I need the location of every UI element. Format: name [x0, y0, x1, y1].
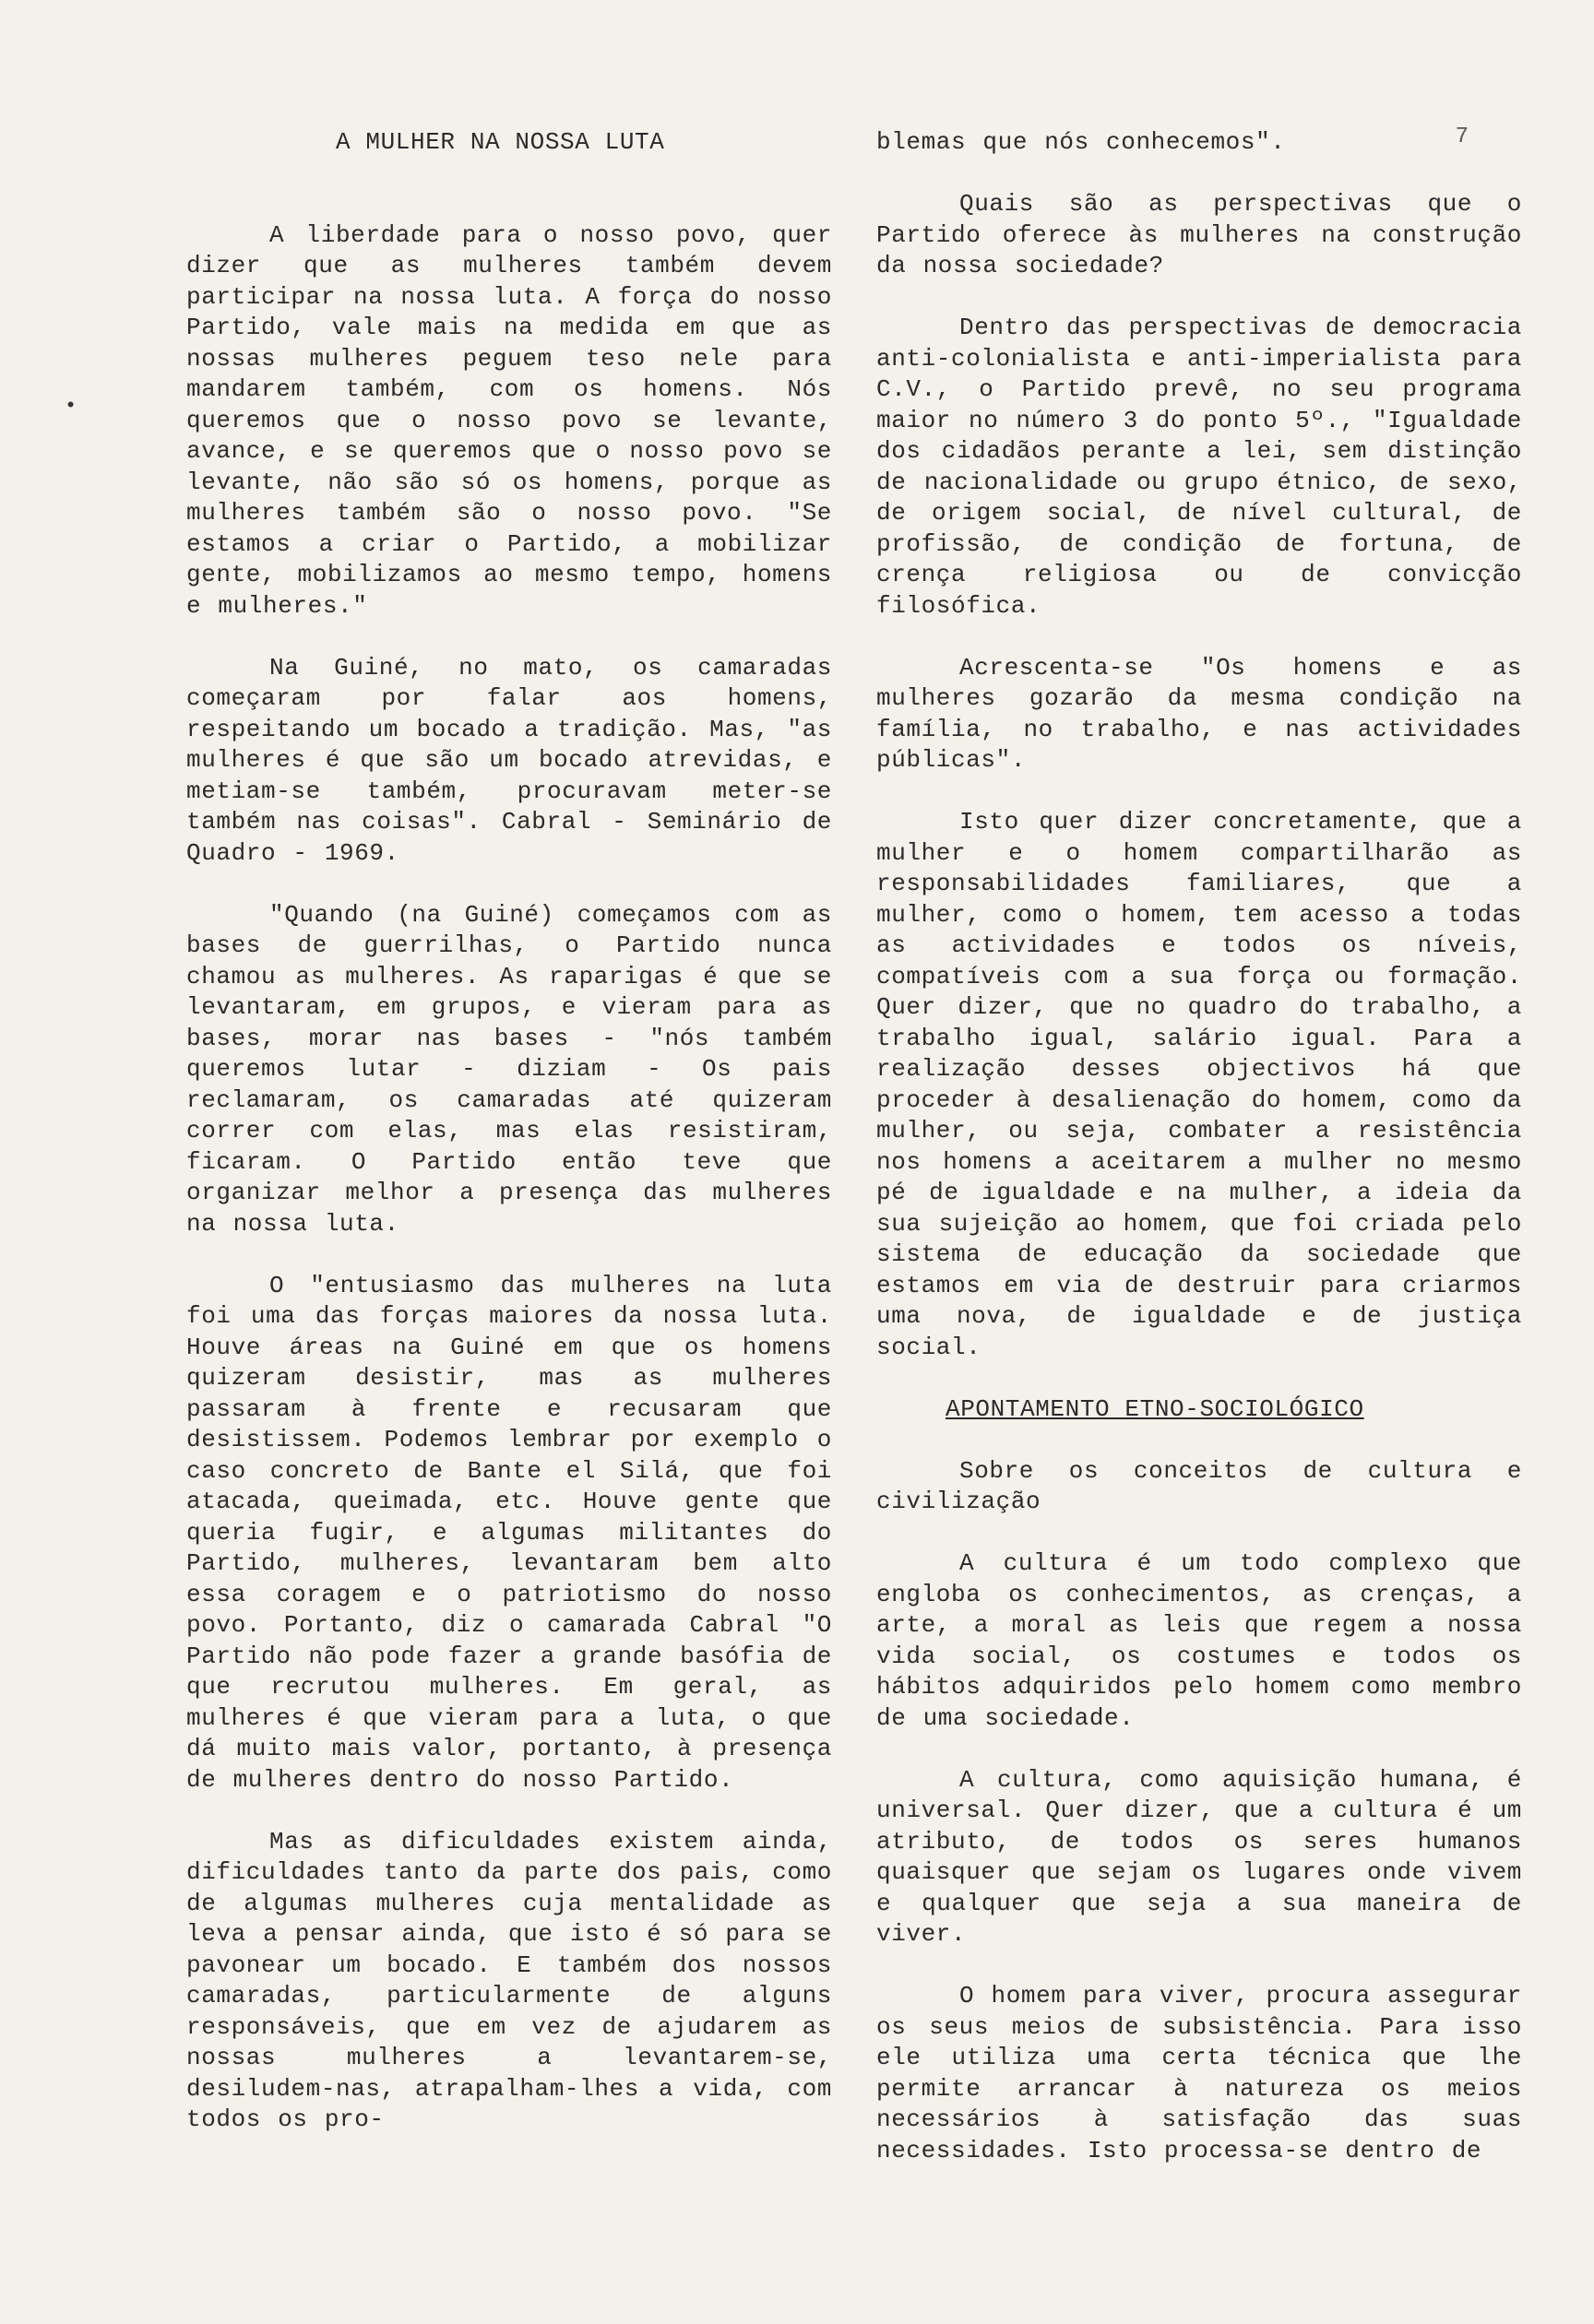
paragraph: Mas as dificuldades existem ainda, dificuldades tanto da parte dos pais, como de algumas mulheres cuja mentalidade as leva a pensar ainda, que isto é só para se pavonear um bocado. E também dos nossos camaradas, particularmente de alguns responsáveis, que em vez de ajudarem as nossas mulheres a levantarem-se, desiludem-nas, atrapalham-lhes a vida, com todos os pro-	[186, 1827, 850, 2133]
paragraph: Isto quer dizer concretamente, que a mulher e o homem compartilharão as responsabilidades familiares, que a mulher, como o homem, tem acesso a todas as actividades e todos os níveis, compatíveis com a sua força ou formação. Quer dizer, que no quadro do trabalho, a trabalho igual, salário igual. Para a realização desses objectivos há que proceder à desalienação do homem, como da mulher, ou seja, combater a resistência nos homens a aceitarem a mulher no mesmo pé de igualdade e na mulher, a ideia da sua sujeição ao homem, que foi criada pelo sistema de educação da sociedade que estamos em via de destruir para criarmos uma nova, de igualdade e de justiça social.	[876, 808, 1540, 1361]
paragraph: A liberdade para o nosso povo, quer dizer que as mulheres também devem participar na nossa luta. A força do nosso Partido, vale mais na medida em que as nossas mulheres peguem teso nele para mandarem também, com os homens. Nós queremos que o nosso povo se levante, avance, e se queremos que o nosso povo se levante, não são só os homens, porque as mulheres também são o nosso povo. "Se estamos a criar o Partido, a mobilizar gente, mobilizamos ao mesmo tempo, homens e mulheres."	[186, 220, 850, 620]
paragraph: Dentro das perspectivas de democracia anti-colonialista e anti-imperialista para C.V., o Partido prevê, no seu programa maior no número 3 do ponto 5º., "Igualdade dos cidadãos perante a lei, sem distinção de nacionalidade ou grupo étnico, de sexo, de origem social, de nível cultural, de profissão, de condição de fortuna, de crença religiosa ou de convicção filosófica.	[876, 314, 1540, 620]
paragraph: Acrescenta-se "Os homens e as mulheres gozarão da mesma condição na família, no trabalho, e nas actividades públicas".	[876, 653, 1540, 774]
paragraph: A cultura é um todo complexo que engloba os conhecimentos, as crenças, a arte, a moral as leis que regem a nossa vida social, os costumes e todos os hábitos adquiridos pelo homem como membro de uma sociedade.	[876, 1549, 1540, 1732]
page-number: 7	[1455, 125, 1469, 149]
paragraph: "Quando (na Guiné) começamos com as bases de guerrilhas, o Partido nunca chamou as mulheres. As raparigas é que se levantaram, em grupos, e vieram para as bases, morar nas bases - "nós também queremos lutar - diziam - Os pais reclamaram, os camaradas até quizeram correr com elas, mas elas resistiram, ficaram. O Partido então teve que organizar melhor a presença das mulheres na nossa luta.	[186, 900, 850, 1238]
paragraph: A cultura, como aquisição humana, é universal. Quer dizer, que a cultura é um atributo, de todos os seres humanos quaisquer que sejam os lugares onde vivem e qualquer que seja a sua maneira de viver.	[876, 1765, 1540, 1948]
paragraph: O homem para viver, procura assegurar os seus meios de subsistência. Para isso ele utiliza uma certa técnica que lhe permite arrancar à natureza os meios necessários à satisfação das suas necessidades. Isto processa-se dentro de	[876, 1982, 1540, 2164]
article-title: A MULHER NA NOSSA LUTA	[336, 128, 665, 156]
paragraph: Na Guiné, no mato, os camaradas começaram por falar aos homens, respeitando um bocado a tradição. Mas, "as mulheres é que são um bocado atrevidas, e metiam-se também, procuravam meter-se também nas coisas". Cabral - Seminário de Quadro - 1969.	[186, 653, 850, 867]
right-column	[876, 127, 1540, 2198]
left-column	[186, 127, 850, 2166]
paragraph: O "entusiasmo das mulheres na luta foi uma das forças maiores da nossa luta. Houve áreas na Guiné em que os homens quizeram desistir, mas as mulheres passaram à frente e recusaram que desistissem. Podemos lembrar por exemplo o caso concreto de Bante el Silá, que foi atacada, queimada, etc. Houve gente que queria fugir, e algumas militantes do Partido, mulheres, levantaram bem alto essa coragem e o patriotismo do nosso povo. Portanto, diz o camarada Cabral "O Partido não pode fazer a grande basófia de que recrutou mulheres. Em geral, as mulheres é que vieram para a luta, o que dá muito mais valor, portanto, à presença de mulheres dentro do nosso Partido.	[186, 1271, 850, 1794]
paragraph-continuation: blemas que nós conhecemos".	[876, 128, 1286, 156]
section-heading: APONTAMENTO ETNO-SOCIOLÓGICO	[946, 1394, 1364, 1423]
section-subtitle: Sobre os conceitos de cultura e civilização	[876, 1456, 1540, 1515]
margin-mark: •	[65, 395, 77, 418]
paragraph: Quais são as perspectivas que o Partido oferece às mulheres na construção da nossa sociedade?	[876, 190, 1540, 279]
